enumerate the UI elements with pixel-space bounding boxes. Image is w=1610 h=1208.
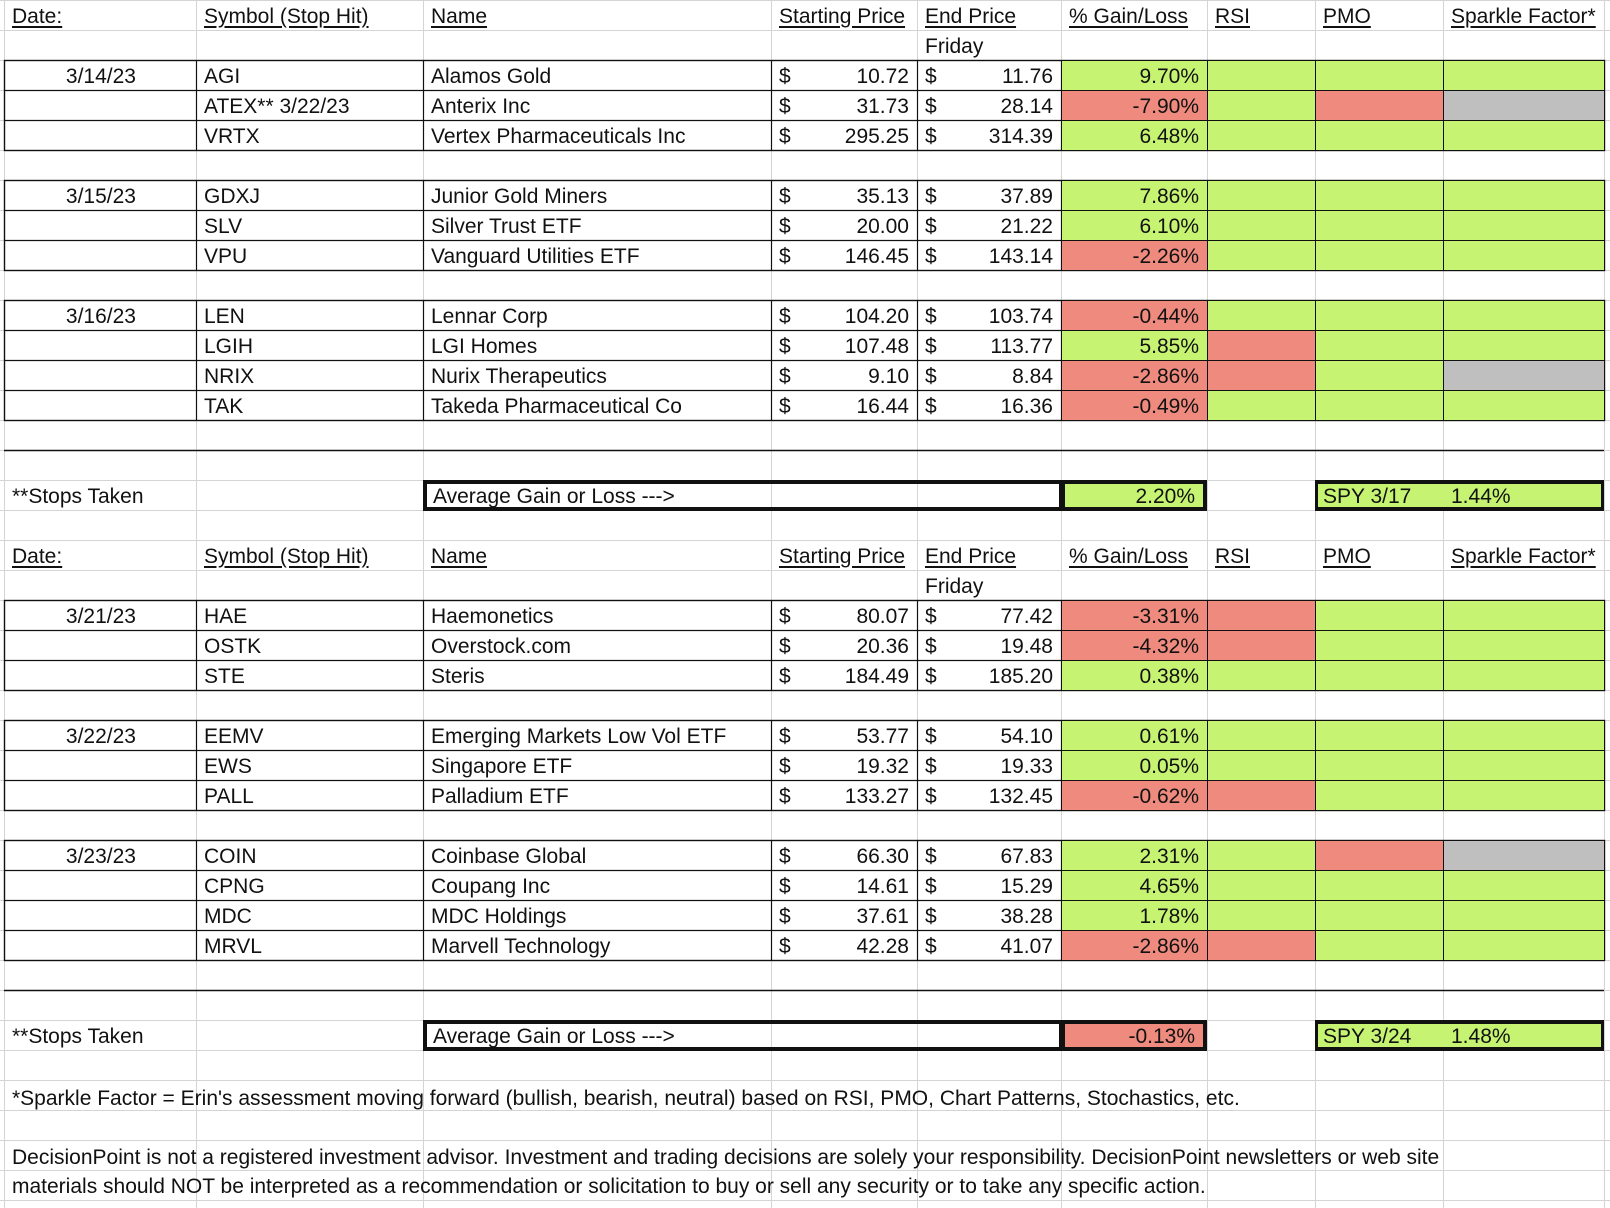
header-start: Starting Price [779,545,906,568]
row-symbol: TAK [204,395,244,418]
row-start-price: 20.00 [856,215,909,238]
row-gain-loss: 6.48% [1139,125,1199,148]
pmo-indicator [1316,181,1443,210]
row-gain-loss: -4.32% [1132,635,1199,658]
row-start-price: 107.48 [844,335,909,358]
stops-taken-label: **Stops Taken [12,1025,144,1048]
pmo-indicator [1316,631,1443,660]
stops-taken-label: **Stops Taken [12,485,144,508]
sparkle-indicator [1444,241,1604,270]
row-symbol: EEMV [204,725,264,748]
row-date [4,662,144,692]
row-date [4,782,144,812]
spy-value: 1.48% [1451,1025,1511,1048]
row-gain-loss: 5.85% [1139,335,1199,358]
row-date: 3/16/23 [65,305,136,328]
header-symbol: Symbol (Stop Hit) [204,545,369,568]
sparkle-indicator [1444,901,1604,930]
start-currency-sign: $ [779,125,791,148]
rsi-indicator [1208,601,1315,630]
row-start-price: 19.32 [856,755,909,778]
sparkle-indicator [1444,841,1604,870]
end-currency-sign: $ [925,725,937,748]
disclaimer-line-1: DecisionPoint is not a registered investment advisor. Investment and trading decisions are solely your responsibility. DecisionPoint newsletters or web site [12,1146,1440,1169]
rsi-indicator [1208,781,1315,810]
row-date [4,242,144,272]
row-end-price: 28.14 [1000,95,1053,118]
start-currency-sign: $ [779,905,791,928]
start-currency-sign: $ [779,875,791,898]
row-symbol: STE [204,665,245,688]
header-date: Date: [12,5,63,28]
sparkle-footnote: *Sparkle Factor = Erin's assessment moving forward (bullish, bearish, neutral) based on RSI, PMO, Chart Patterns, Stochastics, etc. [12,1087,1240,1110]
row-start-price: 20.36 [856,635,909,658]
row-end-price: 132.45 [988,785,1053,808]
header-end-subtitle: Friday [925,575,984,598]
row-date [4,632,144,662]
sparkle-indicator [1444,301,1604,330]
rsi-indicator [1208,841,1315,870]
row-name: Vertex Pharmaceuticals Inc [431,125,686,148]
pmo-indicator [1316,901,1443,930]
row-date [4,212,144,242]
row-end-price: 38.28 [1000,905,1053,928]
row-start-price: 104.20 [844,305,909,328]
row-gain-loss: 0.38% [1139,665,1199,688]
row-end-price: 77.42 [1000,605,1053,628]
row-gain-loss: 4.65% [1139,875,1199,898]
pmo-indicator [1316,751,1443,780]
header-symbol: Symbol (Stop Hit) [204,5,369,28]
row-start-price: 53.77 [856,725,909,748]
rsi-indicator [1208,631,1315,660]
row-gain-loss: -7.90% [1132,95,1199,118]
sparkle-indicator [1444,631,1604,660]
pmo-indicator [1316,331,1443,360]
end-currency-sign: $ [925,245,937,268]
row-name: Junior Gold Miners [431,185,608,208]
sparkle-indicator [1444,91,1604,120]
end-currency-sign: $ [925,395,937,418]
start-currency-sign: $ [779,95,791,118]
sparkle-indicator [1444,391,1604,420]
header-date: Date: [12,545,63,568]
row-end-price: 113.77 [990,335,1053,358]
header-name: Name [431,545,488,568]
row-date [4,752,144,782]
header-end: End Price [925,5,1017,28]
spy-value: 1.44% [1451,485,1511,508]
row-end-price: 185.20 [988,665,1053,688]
start-currency-sign: $ [779,935,791,958]
row-symbol: CPNG [204,875,265,898]
spy-label: SPY 3/24 [1323,1025,1412,1048]
sparkle-indicator [1444,211,1604,240]
row-end-price: 8.84 [1012,365,1053,388]
row-start-price: 295.25 [844,125,909,148]
rsi-indicator [1208,331,1315,360]
pmo-indicator [1316,391,1443,420]
row-symbol: PALL [204,785,254,808]
end-currency-sign: $ [925,335,937,358]
row-symbol: GDXJ [204,185,261,208]
row-end-price: 15.29 [1000,875,1053,898]
row-name: Alamos Gold [431,65,552,88]
pmo-indicator [1316,871,1443,900]
row-symbol: SLV [204,215,243,238]
row-gain-loss: 7.86% [1139,185,1199,208]
rsi-indicator [1208,181,1315,210]
end-currency-sign: $ [925,905,937,928]
header-rsi: RSI [1215,545,1251,568]
average-label: Average Gain or Loss ---> [433,485,675,508]
end-currency-sign: $ [925,365,937,388]
row-date: 3/15/23 [65,185,136,208]
rsi-indicator [1208,661,1315,690]
row-gain-loss: -0.44% [1132,305,1199,328]
end-currency-sign: $ [925,755,937,778]
row-symbol: NRIX [204,365,255,388]
header-sparkle: Sparkle Factor* [1451,5,1596,28]
row-date [4,332,144,362]
rsi-indicator [1208,241,1315,270]
row-name: Emerging Markets Low Vol ETF [431,725,727,748]
header-end: End Price [925,545,1017,568]
row-symbol: OSTK [204,635,262,658]
row-name: Lennar Corp [431,305,548,328]
row-start-price: 80.07 [856,605,909,628]
row-gain-loss: 2.31% [1139,845,1199,868]
end-currency-sign: $ [925,875,937,898]
end-currency-sign: $ [925,185,937,208]
row-start-price: 133.27 [844,785,909,808]
row-start-price: 31.73 [856,95,909,118]
row-name: Singapore ETF [431,755,573,778]
end-currency-sign: $ [925,635,937,658]
header-gain: % Gain/Loss [1069,545,1189,568]
pmo-indicator [1316,661,1443,690]
row-symbol: COIN [204,845,257,868]
rsi-indicator [1208,871,1315,900]
start-currency-sign: $ [779,245,791,268]
end-currency-sign: $ [925,845,937,868]
rsi-indicator [1208,121,1315,150]
row-date [4,872,144,902]
row-symbol: EWS [204,755,252,778]
row-gain-loss: 1.78% [1139,905,1199,928]
start-currency-sign: $ [779,725,791,748]
row-symbol: ATEX** 3/22/23 [204,95,350,118]
header-start: Starting Price [779,5,906,28]
row-name: Overstock.com [431,635,572,658]
start-currency-sign: $ [779,395,791,418]
row-gain-loss: 0.61% [1139,725,1199,748]
pmo-indicator [1316,931,1443,960]
row-start-price: 37.61 [856,905,909,928]
pmo-indicator [1316,841,1443,870]
end-currency-sign: $ [925,125,937,148]
sparkle-indicator [1444,331,1604,360]
row-date: 3/23/23 [65,845,136,868]
row-name: Takeda Pharmaceutical Co [431,395,682,418]
pmo-indicator [1316,61,1443,90]
row-name: Vanguard Utilities ETF [431,245,640,268]
pmo-indicator [1316,781,1443,810]
pmo-indicator [1316,601,1443,630]
row-end-price: 67.83 [1000,845,1053,868]
sparkle-indicator [1444,181,1604,210]
row-end-price: 19.33 [1000,755,1053,778]
row-symbol: LEN [204,305,245,328]
row-start-price: 10.72 [856,65,909,88]
rsi-indicator [1208,61,1315,90]
pmo-indicator [1316,121,1443,150]
row-gain-loss: 6.10% [1139,215,1199,238]
end-currency-sign: $ [925,665,937,688]
end-currency-sign: $ [925,65,937,88]
pmo-indicator [1316,91,1443,120]
start-currency-sign: $ [779,845,791,868]
row-date [4,902,144,932]
row-name: MDC Holdings [431,905,567,928]
sparkle-indicator [1444,751,1604,780]
header-pmo: PMO [1323,5,1371,28]
sparkle-indicator [1444,61,1604,90]
average-value: -0.13% [1128,1025,1195,1048]
rsi-indicator [1208,901,1315,930]
start-currency-sign: $ [779,305,791,328]
row-gain-loss: -3.31% [1132,605,1199,628]
start-currency-sign: $ [779,785,791,808]
pmo-indicator [1316,211,1443,240]
row-gain-loss: 0.05% [1139,755,1199,778]
row-name: Haemonetics [431,605,554,628]
sparkle-indicator [1444,361,1604,390]
rsi-indicator [1208,211,1315,240]
row-name: Coupang Inc [431,875,551,898]
row-date [4,392,144,422]
row-name: Silver Trust ETF [431,215,582,238]
row-gain-loss: -0.49% [1132,395,1199,418]
sparkle-indicator [1444,721,1604,750]
row-symbol: HAE [204,605,248,628]
rsi-indicator [1208,91,1315,120]
row-gain-loss: -2.86% [1132,935,1199,958]
end-currency-sign: $ [925,305,937,328]
row-start-price: 14.61 [856,875,909,898]
row-end-price: 11.76 [1002,65,1053,88]
row-start-price: 66.30 [856,845,909,868]
row-end-price: 21.22 [1000,215,1053,238]
start-currency-sign: $ [779,335,791,358]
row-end-price: 37.89 [1000,185,1053,208]
row-name: Marvell Technology [431,935,611,958]
row-end-price: 314.39 [988,125,1053,148]
sparkle-indicator [1444,121,1604,150]
sparkle-indicator [1444,601,1604,630]
row-symbol: AGI [204,65,241,88]
header-name: Name [431,5,488,28]
sparkle-indicator [1444,661,1604,690]
rsi-indicator [1208,751,1315,780]
pmo-indicator [1316,361,1443,390]
end-currency-sign: $ [925,605,937,628]
row-gain-loss: -0.62% [1132,785,1199,808]
average-value: 2.20% [1135,485,1195,508]
row-end-price: 143.14 [988,245,1053,268]
row-date [4,92,144,122]
end-currency-sign: $ [925,95,937,118]
start-currency-sign: $ [779,755,791,778]
row-start-price: 146.45 [844,245,909,268]
row-start-price: 9.10 [868,365,909,388]
row-start-price: 16.44 [856,395,909,418]
header-gain: % Gain/Loss [1069,5,1189,28]
row-end-price: 19.48 [1000,635,1053,658]
header-end-subtitle: Friday [925,35,984,58]
sparkle-indicator [1444,781,1604,810]
rsi-indicator [1208,301,1315,330]
start-currency-sign: $ [779,365,791,388]
row-start-price: 42.28 [856,935,909,958]
end-currency-sign: $ [925,785,937,808]
row-symbol: VRTX [204,125,260,148]
row-name: Palladium ETF [431,785,569,808]
row-date: 3/21/23 [65,605,136,628]
sparkle-indicator [1444,931,1604,960]
row-start-price: 184.49 [844,665,909,688]
disclaimer-line-2: materials should NOT be interpreted as a recommendation or solicitation to buy or sell any security or to take any specific action. [12,1175,1206,1198]
row-date: 3/14/23 [65,65,136,88]
pmo-indicator [1316,721,1443,750]
start-currency-sign: $ [779,185,791,208]
start-currency-sign: $ [779,605,791,628]
row-start-price: 35.13 [856,185,909,208]
header-rsi: RSI [1215,5,1251,28]
row-symbol: LGIH [204,335,254,358]
start-currency-sign: $ [779,215,791,238]
row-end-price: 103.74 [988,305,1053,328]
row-date [4,932,144,962]
row-end-price: 16.36 [1000,395,1053,418]
row-symbol: VPU [204,245,248,268]
rsi-indicator [1208,361,1315,390]
pmo-indicator [1316,301,1443,330]
end-currency-sign: $ [925,215,937,238]
row-end-price: 54.10 [1000,725,1053,748]
row-gain-loss: -2.86% [1132,365,1199,388]
row-date [4,362,144,392]
pmo-indicator [1316,241,1443,270]
row-name: Coinbase Global [431,845,587,868]
spy-label: SPY 3/17 [1323,485,1412,508]
header-pmo: PMO [1323,545,1371,568]
row-name: Nurix Therapeutics [431,365,607,388]
rsi-indicator [1208,931,1315,960]
row-name: LGI Homes [431,335,538,358]
row-name: Steris [431,665,485,688]
row-date [4,122,144,152]
start-currency-sign: $ [779,665,791,688]
header-sparkle: Sparkle Factor* [1451,545,1596,568]
row-name: Anterix Inc [431,95,531,118]
row-symbol: MRVL [204,935,262,958]
rsi-indicator [1208,721,1315,750]
row-gain-loss: -2.26% [1132,245,1199,268]
average-label: Average Gain or Loss ---> [433,1025,675,1048]
end-currency-sign: $ [925,935,937,958]
start-currency-sign: $ [779,65,791,88]
rsi-indicator [1208,391,1315,420]
row-gain-loss: 9.70% [1139,65,1199,88]
sparkle-indicator [1444,871,1604,900]
row-symbol: MDC [204,905,252,928]
row-end-price: 41.07 [1000,935,1053,958]
row-date: 3/22/23 [65,725,136,748]
start-currency-sign: $ [779,635,791,658]
